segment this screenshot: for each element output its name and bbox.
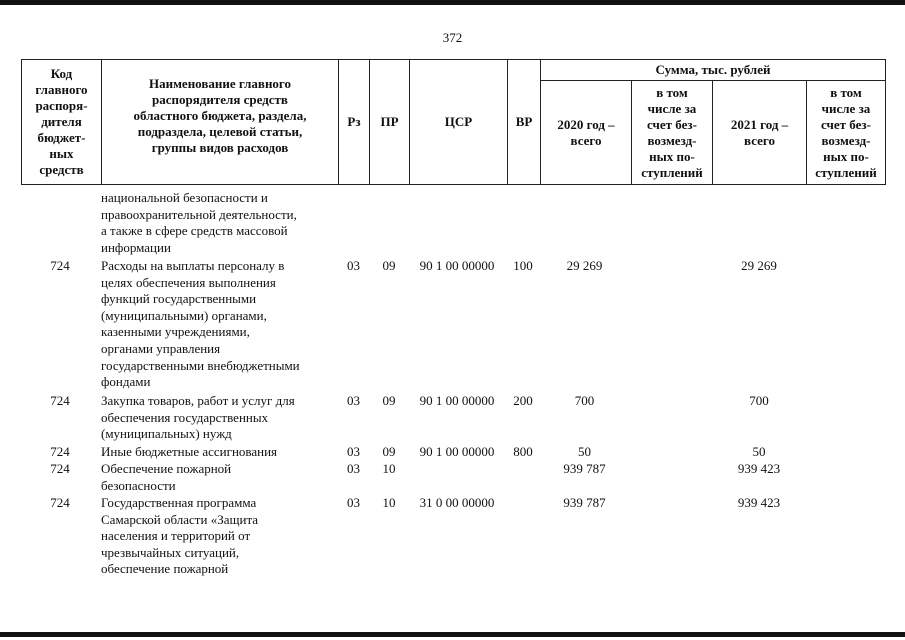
row-name-line: целях обеспечения выполнения	[101, 274, 276, 290]
row-name	[101, 190, 337, 256]
row-code: 724	[50, 495, 70, 510]
row-sum-2021: 29 269	[741, 258, 777, 273]
header-line: всего	[744, 132, 775, 148]
row-code: 724	[50, 393, 70, 408]
row-code: 724	[50, 258, 70, 273]
row-name	[101, 444, 337, 461]
header-line: счет без-	[821, 116, 871, 132]
row-name-line: (муниципальных) нужд	[101, 426, 232, 442]
header-line: в том	[830, 84, 862, 100]
row-name-line: Расходы на выплаты персоналу в	[101, 258, 285, 273]
row-sum-2020: 50	[578, 444, 591, 459]
header-line: ступлений	[815, 164, 877, 180]
row-name-line: Государственная программа	[101, 495, 257, 510]
row-rz: 03	[347, 444, 360, 459]
row-sum-2021: 700	[749, 393, 769, 408]
header-line: 2021 год –	[730, 116, 789, 132]
header-line: средств	[39, 162, 84, 177]
row-name-line: Самарской области «Защита	[101, 511, 259, 527]
header-2020-total	[541, 81, 631, 184]
header-line: группы видов расходов	[151, 140, 289, 155]
header-code	[22, 60, 101, 184]
header-line: числе за	[647, 100, 697, 116]
row-vr: 100	[513, 258, 533, 273]
row-csr: 90 1 00 00000	[419, 258, 495, 273]
header-2020-free	[632, 81, 712, 184]
header-line: всего	[570, 132, 602, 148]
row-name-line: (муниципальными) органами,	[101, 307, 267, 323]
row-name-line: фондами	[101, 374, 151, 390]
header-name	[102, 60, 338, 172]
header-2021-total	[713, 81, 806, 184]
header-line: распоря-	[35, 98, 88, 113]
header-line: ных	[49, 146, 74, 161]
header-vr: ВР	[515, 114, 533, 129]
row-name-line: Обеспечение пожарной	[101, 461, 232, 476]
header-2021-free	[807, 81, 885, 184]
row-name	[101, 461, 337, 494]
row-pr: 09	[382, 444, 396, 459]
header-line: ступлений	[641, 164, 703, 180]
row-sum-2021: 939 423	[737, 461, 781, 476]
top-rule	[0, 0, 905, 5]
row-name-line: правоохранительной деятельности,	[101, 206, 297, 222]
header-line: счет без-	[647, 116, 697, 132]
row-vr: 200	[513, 393, 533, 408]
row-sum-2020: 939 787	[563, 461, 606, 476]
header-csr: ЦСР	[444, 114, 473, 129]
row-name	[101, 495, 337, 578]
row-pr: 10	[382, 461, 396, 476]
row-name-line: функций государственными	[101, 291, 257, 307]
header-rz: Рз	[347, 114, 361, 129]
header-line: возмезд-	[647, 132, 697, 148]
row-name-line: а также в сфере средств массовой	[101, 223, 288, 239]
row-code: 724	[50, 461, 70, 476]
header-line: дителя	[41, 114, 82, 129]
row-name	[101, 393, 337, 443]
header-line: подраздела, целевой статьи,	[137, 124, 303, 139]
header-line: бюджет-	[37, 130, 86, 145]
row-name-line: населения и территорий от	[101, 528, 251, 544]
row-sum-2020: 29 269	[566, 258, 603, 273]
row-name-line: обеспечение пожарной	[101, 561, 229, 577]
row-rz: 03	[347, 258, 360, 273]
header-line: числе за	[821, 100, 871, 116]
row-name-line: безопасности	[101, 477, 176, 493]
header-line: областного бюджета, раздела,	[133, 108, 307, 123]
row-name-line: Закупка товаров, работ и услуг для	[101, 393, 295, 408]
bottom-rule	[0, 632, 905, 637]
header-line: ных по-	[823, 148, 869, 164]
row-pr: 09	[382, 393, 396, 408]
header-line: 2020 год –	[557, 116, 615, 132]
header-line: Наименование главного	[148, 76, 292, 91]
row-csr: 31 0 00 00000	[419, 495, 495, 510]
header-line: Код	[50, 66, 73, 81]
header-pr: ПР	[380, 114, 399, 129]
row-rz: 03	[347, 495, 360, 510]
header-line: возмезд-	[821, 132, 871, 148]
header-line: распорядителя средств	[152, 92, 288, 107]
row-code: 724	[50, 444, 70, 459]
row-name-line: национальной безопасности и	[101, 190, 268, 205]
row-name-line: государственными внебюджетными	[101, 357, 300, 373]
table-header	[21, 59, 886, 185]
row-name-line: чрезвычайных ситуаций,	[101, 544, 240, 560]
row-csr: 90 1 00 00000	[419, 444, 495, 459]
row-sum-2020: 939 787	[563, 495, 606, 510]
row-pr: 10	[382, 495, 396, 510]
row-name-line: казенными учреждениями,	[101, 324, 250, 340]
row-rz: 03	[347, 393, 360, 408]
row-sum-2020: 700	[574, 393, 595, 408]
row-vr: 800	[513, 444, 533, 459]
header-line: главного	[35, 82, 88, 97]
row-sum-2021: 50	[752, 444, 766, 459]
row-name-line: Иные бюджетные ассигнования	[101, 444, 278, 459]
page-number: 372	[442, 30, 463, 45]
header-line: ных по-	[649, 148, 695, 164]
row-name-line: обеспечения государственных	[101, 409, 269, 425]
header-sum-title: Сумма, тыс. рублей	[655, 62, 771, 77]
row-name-line: информации	[101, 239, 171, 255]
row-sum-2021: 939 423	[737, 495, 781, 510]
row-name-line: органами управления	[101, 340, 221, 356]
row-csr: 90 1 00 00000	[419, 393, 495, 408]
row-rz: 03	[347, 461, 360, 476]
header-line: в том	[656, 84, 688, 100]
row-pr: 09	[382, 258, 396, 273]
row-name	[101, 258, 337, 391]
